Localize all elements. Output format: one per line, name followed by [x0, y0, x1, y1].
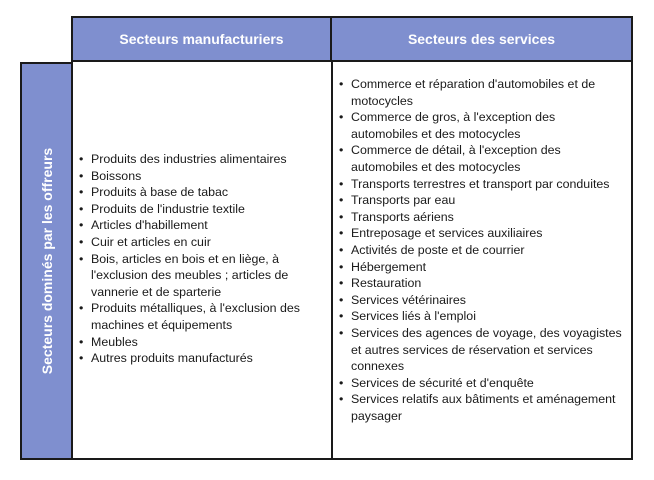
- sector-table: [20, 16, 633, 460]
- list-item: • Entreposage et services auxiliaires: [337, 225, 622, 242]
- header-services: Secteurs des services: [407, 31, 556, 47]
- list-item: • Restauration: [337, 275, 622, 292]
- list-item: • Transports aériens: [337, 209, 622, 226]
- list-item: • Autres produits manufacturés: [77, 350, 322, 367]
- services-list: [337, 76, 622, 424]
- list-item: • Commerce de détail, à l'exception des automobiles et des motocycles: [337, 142, 622, 175]
- header-manufacturing: Secteurs manufacturiers: [73, 18, 332, 60]
- list-item: • Produits de l'industrie textile: [77, 201, 322, 218]
- services-cell: [333, 62, 633, 460]
- row-header-label: Secteurs dominés par les offreurs: [38, 147, 55, 375]
- list-item: • Produits des industries alimentaires: [77, 151, 322, 168]
- manufacturing-cell: [73, 62, 333, 460]
- list-item: • Activités de poste et de courrier: [337, 242, 622, 259]
- list-item: • Services de sécurité et d'enquête: [337, 375, 622, 392]
- list-item: • Services des agences de voyage, des voyagistes et autres services de réservation et services connexes: [337, 325, 622, 375]
- column-header-row: [71, 16, 633, 62]
- list-item: • Transports terrestres et transport par conduites: [337, 176, 622, 193]
- row-header-supplier-dominated: [20, 62, 73, 460]
- list-item: • Hébergement: [337, 259, 622, 276]
- list-item: • Boissons: [77, 168, 322, 185]
- list-item: • Commerce de gros, à l'exception des automobiles et des motocycles: [337, 109, 622, 142]
- manufacturing-list: [77, 151, 322, 367]
- list-item: • Services liés à l'emploi: [337, 308, 622, 325]
- list-item: • Meubles: [77, 334, 322, 351]
- list-item: • Articles d'habillement: [77, 217, 322, 234]
- list-item: • Bois, articles en bois et en liège, à l'exclusion des meubles ; articles de vannerie et de sparterie: [77, 251, 322, 301]
- list-item: • Commerce et réparation d'automobiles et de motocycles: [337, 76, 622, 109]
- list-item: • Produits à base de tabac: [77, 184, 322, 201]
- list-item: • Produits métalliques, à l'exclusion des machines et équipements: [77, 300, 322, 333]
- list-item: • Cuir et articles en cuir: [77, 234, 322, 251]
- list-item: • Services relatifs aux bâtiments et aménagement paysager: [337, 391, 622, 424]
- list-item: • Transports par eau: [337, 192, 622, 209]
- list-item: • Services vétérinaires: [337, 292, 622, 309]
